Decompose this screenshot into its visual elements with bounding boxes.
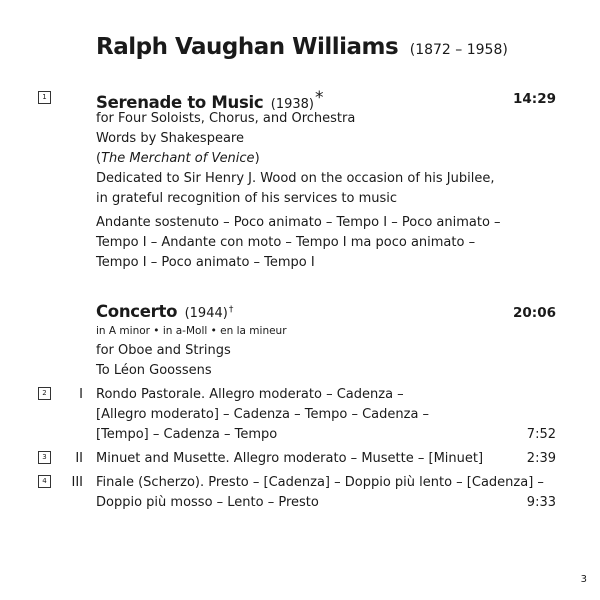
work-dedication-line-2: in grateful recognition of his services to music <box>96 191 398 206</box>
movement-line: [Tempo] – Cadenza – Tempo <box>96 427 278 442</box>
work-title: Serenade to Music <box>96 93 264 112</box>
work-words: Words by Shakespeare <box>96 131 244 146</box>
work-title-concerto <box>96 302 233 321</box>
work-title-serenade <box>96 88 323 112</box>
tempo-line-3: Tempo I – Poco animato – Tempo I <box>96 255 315 270</box>
work-total-time: 20:06 <box>513 305 556 321</box>
work-title: Concerto <box>96 302 178 321</box>
tempo-line-2: Tempo I – Andante con moto – Tempo I ma poco animato – <box>96 235 476 250</box>
track-number-box: 2 <box>38 387 51 400</box>
composer-name: Ralph Vaughan Williams <box>96 34 399 60</box>
movement-duration: 7:52 <box>526 427 556 442</box>
movement-line: Rondo Pastorale. Allegro moderato – Cadenza – <box>96 387 404 402</box>
movement-duration: 9:33 <box>526 495 556 510</box>
work-source <box>96 151 260 166</box>
work-key: in A minor • in a-Moll • en la mineur <box>96 325 287 337</box>
movement-duration: 2:39 <box>526 451 556 466</box>
tempo-line-1: Andante sostenuto – Poco animato – Tempo I – Poco animato – <box>96 215 501 230</box>
work-scoring: for Four Soloists, Chorus, and Orchestra <box>96 111 356 126</box>
work-year: (1938) <box>270 97 315 112</box>
movement-numeral: III <box>71 475 83 490</box>
track-number-box: 4 <box>38 475 51 488</box>
page-number: 3 <box>580 574 587 585</box>
work-year: (1944) <box>184 306 228 321</box>
movement-line: Doppio più mosso – Lento – Presto <box>96 495 319 510</box>
footnote-mark: † <box>228 305 234 315</box>
movement-line: Finale (Scherzo). Presto – [Cadenza] – Doppio più lento – [Cadenza] – <box>96 475 544 490</box>
footnote-mark: * <box>315 88 324 108</box>
movement-numeral: II <box>75 451 83 466</box>
composer-dates: (1872 – 1958) <box>409 42 508 58</box>
source-close-paren: ) <box>254 151 260 166</box>
work-total-time: 14:29 <box>513 91 556 107</box>
work-dedication: To Léon Goossens <box>96 363 212 378</box>
work-dedication-line-1: Dedicated to Sir Henry J. Wood on the occasion of his Jubilee, <box>96 171 495 186</box>
movement-line: Minuet and Musette. Allegro moderato – Musette – [Minuet] <box>96 451 484 466</box>
movement-line: [Allegro moderato] – Cadenza – Tempo – Cadenza – <box>96 407 430 422</box>
movement-numeral: I <box>79 387 83 402</box>
track-number-box: 3 <box>38 451 51 464</box>
track-number-box: 1 <box>38 91 51 104</box>
work-scoring: for Oboe and Strings <box>96 343 231 358</box>
source-title: The Merchant of Venice <box>101 151 255 166</box>
source-open-paren: ( <box>96 151 102 166</box>
composer-heading <box>96 34 508 60</box>
